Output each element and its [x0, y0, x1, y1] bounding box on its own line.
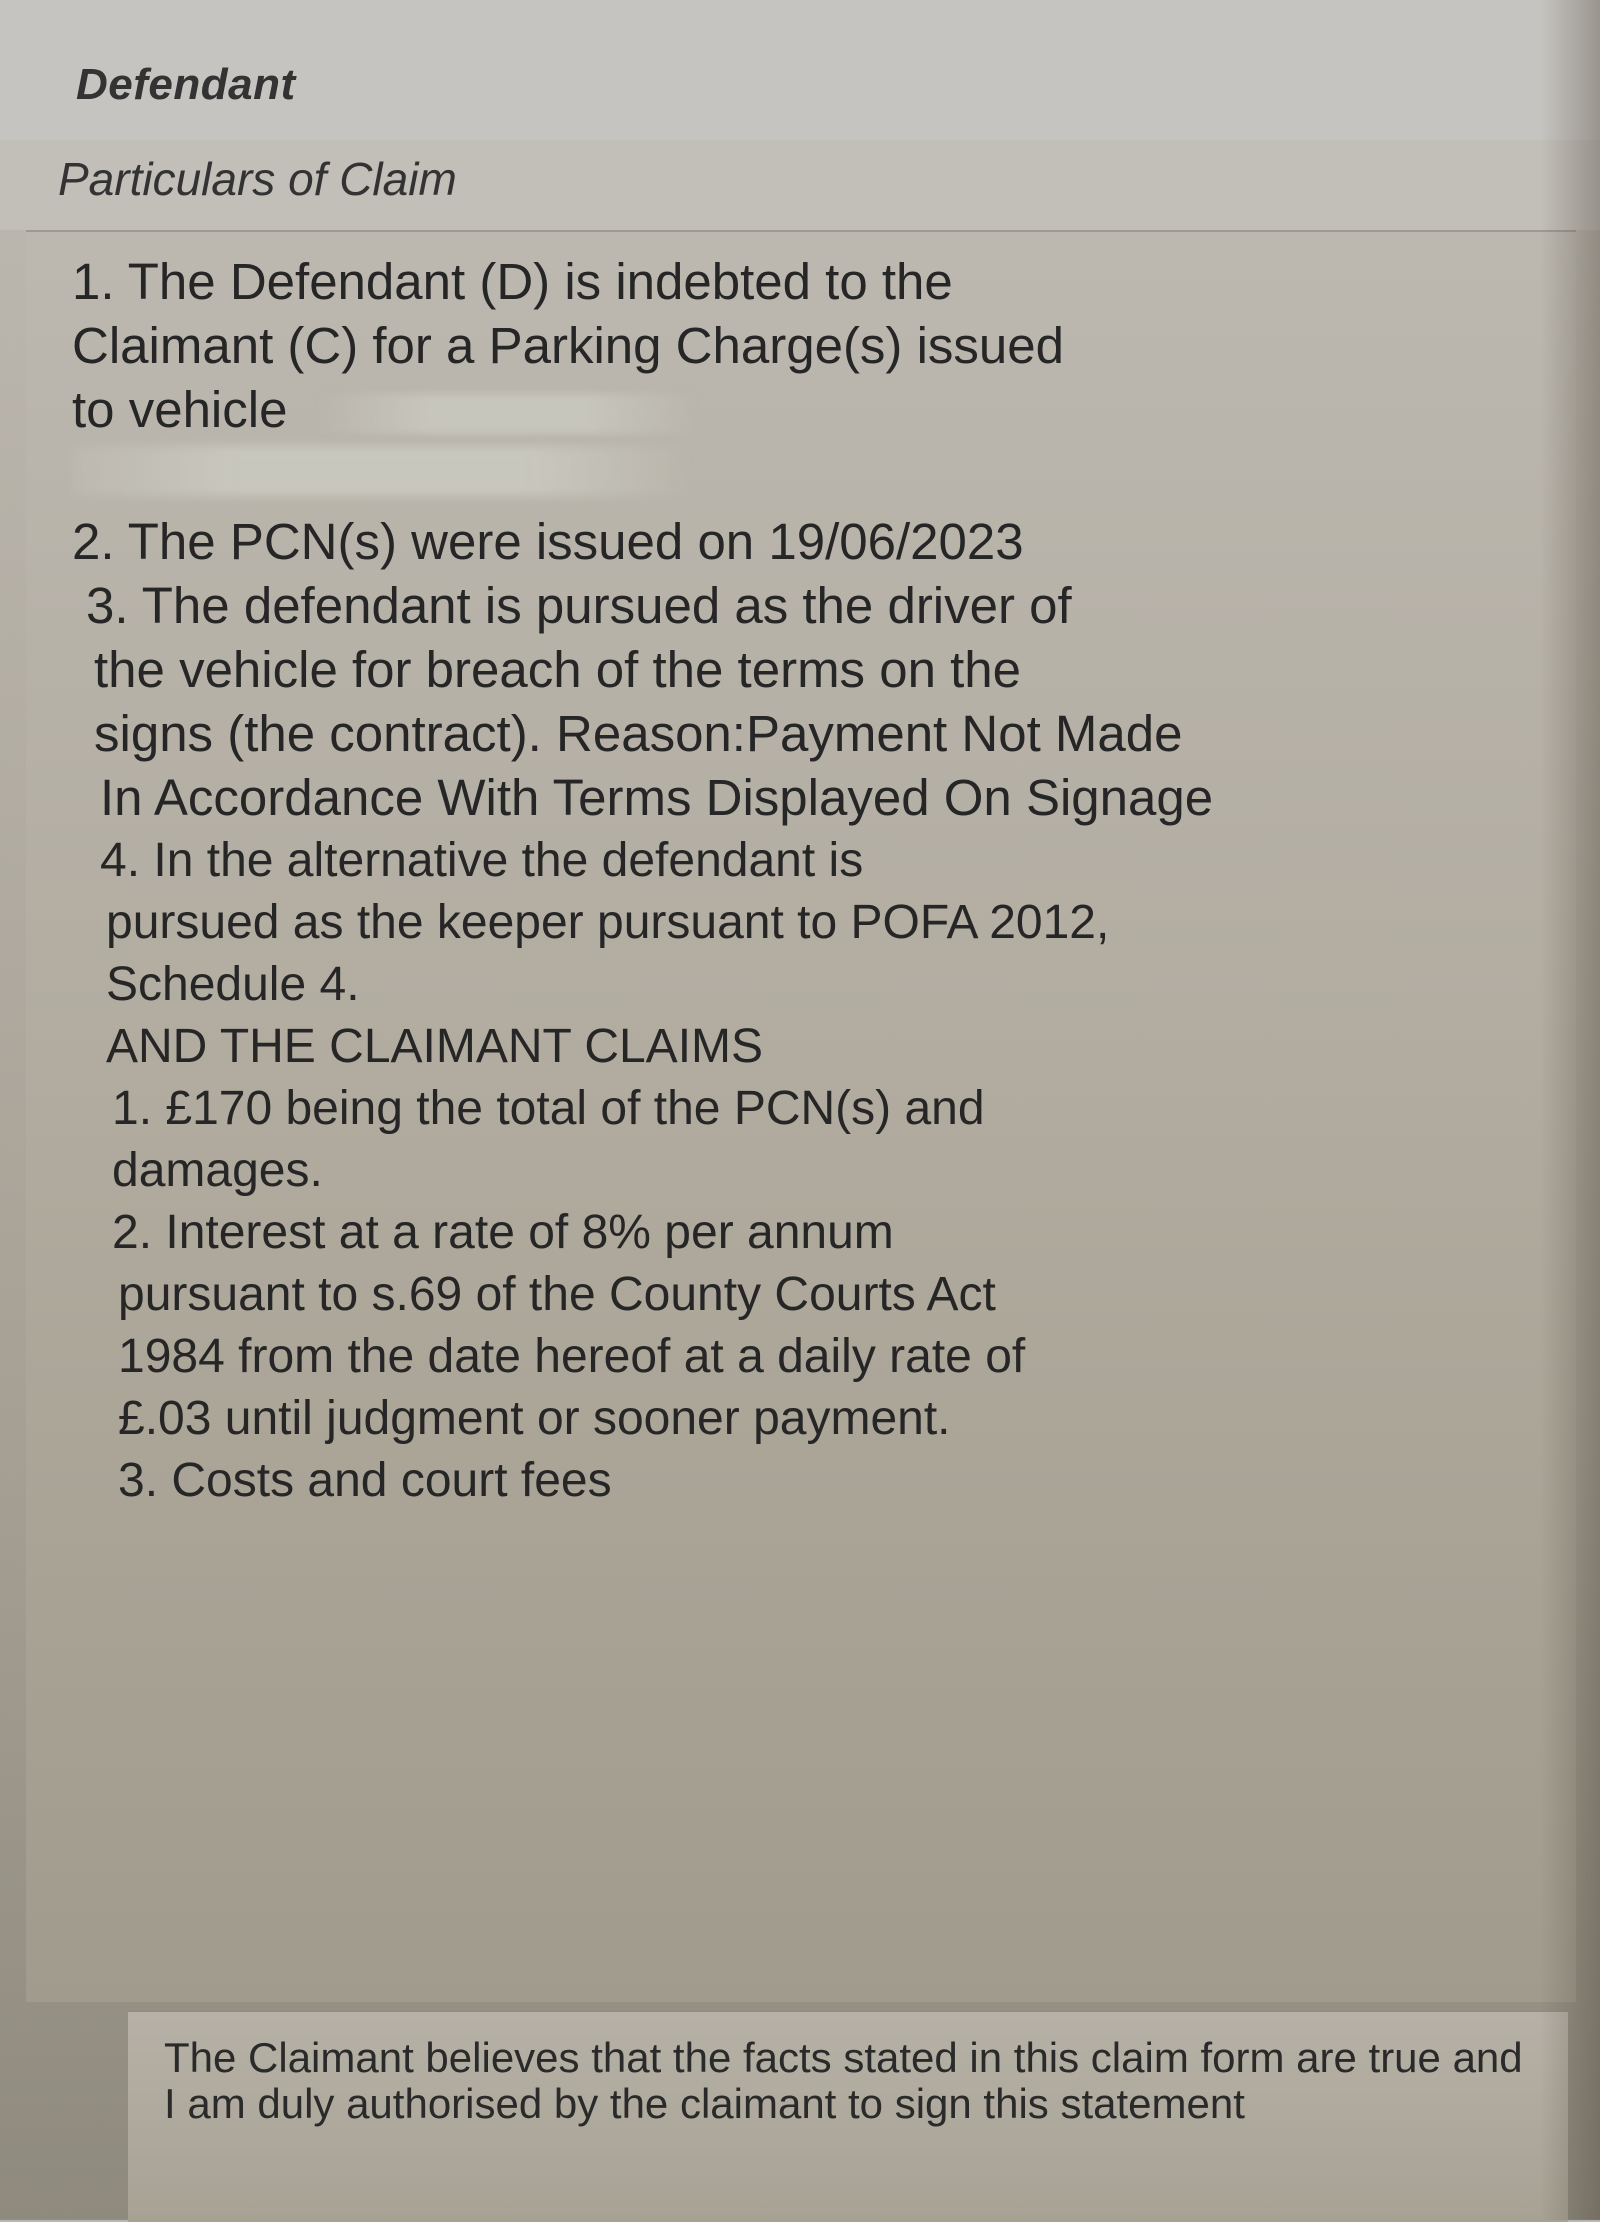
claim-line: AND THE CLAIMANT CLAIMS	[106, 1020, 764, 1073]
particulars-text	[72, 250, 1332, 1512]
claim-line: 1. The Defendant (D) is indebted to the	[72, 253, 953, 310]
particulars-heading: Particulars of Claim	[58, 153, 457, 205]
redacted-address	[72, 446, 692, 496]
claim-line: £.03 until judgment or sooner payment.	[118, 1392, 951, 1445]
claim-line: 2. Interest at a rate of 8% per annum	[112, 1206, 894, 1259]
claim-line: 4. In the alternative the defendant is	[100, 834, 864, 887]
claim-line: the vehicle for breach of the terms on the	[94, 641, 1022, 698]
claim-line-text: to vehicle	[72, 381, 288, 438]
defendant-heading: Defendant	[76, 60, 296, 109]
claim-line: signs (the contract). Reason:Payment Not Made	[94, 705, 1183, 762]
claim-line: damages.	[112, 1144, 323, 1197]
claim-line: 1984 from the date hereof at a daily rate of	[118, 1330, 1026, 1383]
paper-edge-shadow	[1540, 0, 1600, 2220]
redacted-registration	[317, 394, 697, 434]
claim-line: 2. The PCN(s) were issued on 19/06/2023	[72, 513, 1024, 570]
claim-line: 1. £170 being the total of the PCN(s) and	[112, 1082, 985, 1135]
claim-line-vehicle	[72, 378, 1332, 442]
claim-line: 3. Costs and court fees	[118, 1454, 612, 1507]
claim-line: 3. The defendant is pursued as the driver of	[86, 577, 1072, 634]
claim-line: pursued as the keeper pursuant to POFA 2012,	[106, 896, 1110, 949]
claim-line: pursuant to s.69 of the County Courts Act	[118, 1268, 996, 1321]
claim-line: Schedule 4.	[106, 958, 360, 1011]
redacted-line	[72, 446, 1332, 510]
claim-line: In Accordance With Terms Displayed On Signage	[100, 769, 1214, 826]
claim-line: Claimant (C) for a Parking Charge(s) issued	[72, 317, 1065, 374]
statement-of-truth: The Claimant believes that the facts stated in this claim form are true and I am duly authorised by the claimant to sign this statement	[164, 2034, 1523, 2127]
